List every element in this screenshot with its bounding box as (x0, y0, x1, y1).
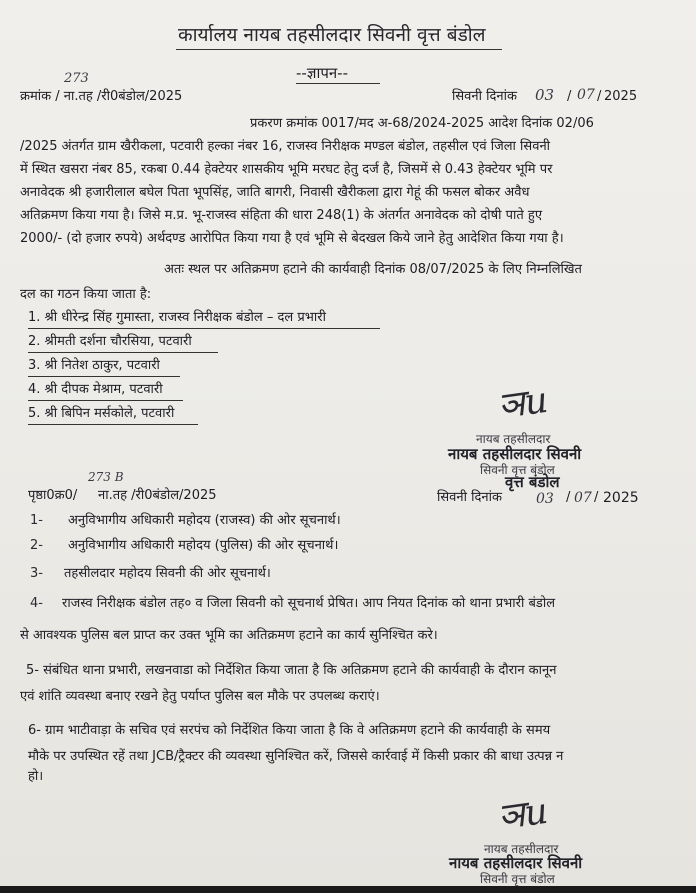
handwritten-number: 273 (64, 71, 89, 86)
date-prefix: सिवनी दिनांक (452, 89, 517, 104)
body-line-2: /2025 अंतर्गत ग्राम खैरीकला, पटवारी हल्का नंबर 16, राजस्व निरीक्षक मण्डल बंडोल, तहसील एवं जिला सिवनी (20, 139, 551, 154)
team-underline-1 (28, 328, 380, 329)
title-underline (176, 49, 502, 50)
body-line-7: अतः स्थल पर अतिक्रमण हटाने की कार्यवाही दिनांक 08/07/2025 के लिए निम्नलिखित (164, 262, 582, 277)
copy-date-day: 03 (536, 491, 554, 507)
distribution-item-4: राजस्व निरीक्षक बंडोल तह० व जिला सिवनी को सूचनार्थ प्रेषित। आप नियत दिनांक को थाना प्रभारी बंडोल (62, 596, 556, 611)
body-line-8: दल का गठन किया जाता है: (20, 287, 152, 302)
team-underline-4 (28, 400, 183, 401)
copy-date-month: 07 (574, 490, 592, 506)
distribution-no-2: 2- (30, 538, 43, 553)
date-month: 07 (577, 87, 595, 103)
team-member-1: 1. श्री धीरेन्द्र सिंह गुमास्ता, राजस्व निरीक्षक बंडोल – दल प्रभारी (28, 310, 326, 325)
copy-date-slash-2: / (594, 490, 599, 505)
distribution-item-5: 5- संबंधित थाना प्रभारी, लखनवाडा को निर्देशित किया जाता है कि अतिक्रमण हटाने की कार्यवाही के दौरान कानून (26, 663, 557, 678)
copy-date-slash: / (566, 490, 571, 505)
copy-date-year: 2025 (603, 490, 639, 506)
body-line-4: अनावेदक श्री हजारीलाल बघेल पिता भूपसिंह, जाति बागरी, निवासी खैरीकला द्वारा गेहूं की फसल बोकर अवैध (20, 185, 530, 200)
team-member-4: 4. श्री दीपक मेश्राम, पटवारी (28, 382, 163, 397)
team-member-5: 5. श्री बिपिन मर्सकोले, पटवारी (28, 406, 175, 421)
date-day: 03 (535, 86, 555, 104)
memo-label: --ज्ञापन-- (296, 64, 348, 82)
handwritten-signature-2: ञu (495, 790, 551, 839)
signature1-line4: वृत्त बंडोल (505, 473, 560, 491)
memo-underline (296, 83, 380, 84)
copy-handwritten-number: 273 B (88, 470, 124, 484)
distribution-item-3: तहसीलदार महोदय सिवनी की ओर सूचनार्थ। (64, 566, 271, 581)
copy-ref-rest: ना.तह /री0बंडोल/2025 (98, 488, 217, 503)
distribution-item-1: अनुविभागीय अधिकारी महोदय (राजस्व) की ओर सूचनार्थ। (68, 513, 341, 528)
signature2-line2: नायब तहसीलदार सिवनी (449, 854, 583, 872)
copy-date-prefix: सिवनी दिनांक (437, 490, 502, 505)
distribution-item-6-end: हो। (28, 769, 44, 784)
signature2-line3: सिवनी वृत्त बंडोल (480, 872, 555, 886)
distribution-item-6: 6- ग्राम भाटीवाड़ा के सचिव एवं सरपंच को निर्देशित किया जाता है कि वे अतिक्रमण हटाने की कार्यवाही के समय (28, 723, 551, 738)
handwritten-signature-1: ञu (495, 379, 551, 428)
distribution-no-3: 3- (30, 566, 43, 581)
kramank-line: क्रमांक / ना.तह /री0बंडोल/2025 (20, 89, 183, 104)
team-member-2: 2. श्रीमती दर्शना चौरसिया, पटवारी (28, 334, 192, 349)
distribution-item-5-cont: एवं शांति व्यवस्था बनाए रखने हेतु पर्याप्त पुलिस बल मौके पर उपलब्ध कराएं। (20, 689, 380, 704)
body-line-1: प्रकरण क्रमांक 0017/मद अ-68/2024-2025 आदेश दिनांक 02/06 (250, 116, 594, 131)
distribution-no-1: 1- (30, 513, 43, 528)
signature2-line1: नायब तहसीलदार (484, 842, 559, 856)
team-underline-5 (28, 424, 198, 425)
date-slash: / (567, 89, 572, 104)
date-year: 2025 (604, 89, 638, 104)
signature1-line3: सिवनी वृत्त बंडोल (480, 463, 555, 477)
distribution-item-4-cont: से आवश्यक पुलिस बल प्राप्त कर उक्त भूमि का अतिक्रमण हटाने का कार्य सुनिश्चित करे। (20, 628, 438, 643)
signature1-line2: नायब तहसीलदार सिवनी (448, 445, 582, 463)
distribution-item-6-cont: मौके पर उपस्थित रहें तथा JCB/ट्रैक्टर की व्यवस्था सुनिश्चित करें, जिससे कार्रवाई में किसी प्रकार की बाधा उत्पन्न न (28, 749, 564, 764)
distribution-item-2: अनुविभागीय अधिकारी महोदय (पुलिस) की ओर सूचनार्थ। (68, 538, 339, 553)
bottom-edge (0, 886, 696, 893)
body-line-3: में स्थित खसरा नंबर 85, रकबा 0.44 हेक्टेयर शासकीय भूमि मरघट हेतु दर्ज है, जिसमें से 0.43 हेक्टेयर भूमि पर (20, 162, 553, 177)
copy-prefix: पृष्ठा0क्र0/ (28, 488, 78, 503)
body-line-5: अतिक्रमण किया गया है। जिसे म.प्र. भू-राजस्व संहिता की धारा 248(1) के अंतर्गत अनावेदक को दोषी पाते हुए (20, 208, 543, 223)
body-line-6: 2000/- (दो हजार रुपये) अर्थदण्ड आरोपित किया गया है एवं भूमि से बेदखल किये जाने हेतु आदेशित किया गया है। (20, 231, 564, 246)
team-underline-2 (28, 352, 218, 353)
team-underline-3 (28, 376, 180, 377)
office-title: कार्यालय नायब तहसीलदार सिवनी वृत्त बंडोल (178, 24, 486, 46)
team-member-3: 3. श्री नितेश ठाकुर, पटवारी (28, 358, 160, 373)
distribution-no-4: 4- (30, 596, 43, 611)
signature1-line1: नायब तहसीलदार (476, 432, 551, 446)
date-slash-2: / (597, 89, 602, 104)
